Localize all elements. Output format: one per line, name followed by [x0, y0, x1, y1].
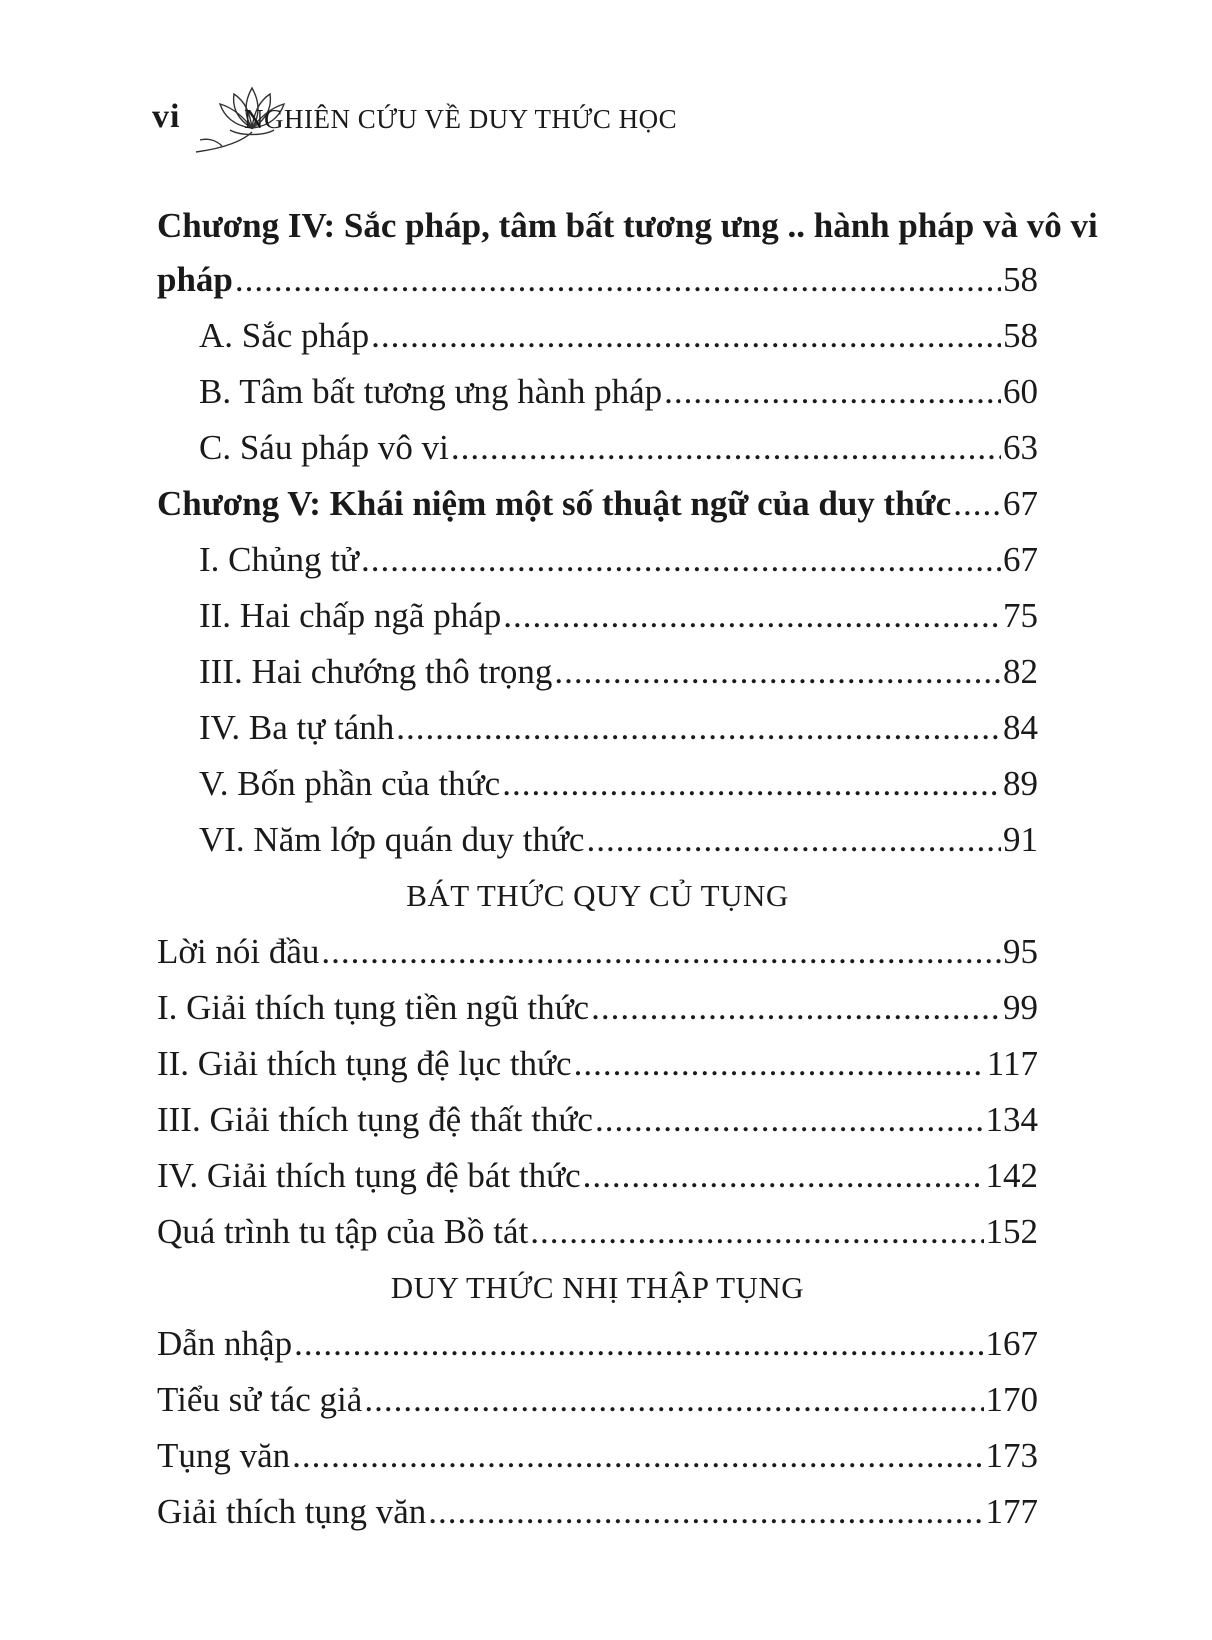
- toc-entry-title: I. Chủng tử: [199, 540, 359, 579]
- toc-entry-chapter-4[interactable]: [157, 252, 1038, 308]
- toc-entry-page: 60: [1003, 372, 1038, 411]
- toc-entry-page: 63: [1003, 428, 1038, 467]
- section-heading: BÁT THỨC QUY CỦ TỤNG: [406, 878, 789, 913]
- dot-leader: [586, 812, 1001, 868]
- toc-entry-page: 75: [1003, 596, 1038, 635]
- toc-entry-page: 99: [1003, 988, 1038, 1027]
- toc-entry-page: 177: [985, 1492, 1038, 1531]
- toc-entry[interactable]: [157, 1428, 1038, 1484]
- toc-entry[interactable]: [157, 756, 1038, 812]
- toc-entry-page: 167: [985, 1324, 1038, 1363]
- dot-leader: [664, 364, 1001, 420]
- dot-leader: [554, 644, 1001, 700]
- dot-leader: [396, 700, 1001, 756]
- dot-leader: [371, 308, 1001, 364]
- toc-entry-page: 67: [1003, 484, 1038, 523]
- dot-leader: [364, 1372, 983, 1428]
- toc-entry-title: A. Sắc pháp: [199, 316, 370, 355]
- dot-leader: [321, 924, 1001, 980]
- toc-entry-title: V. Bốn phần của thức: [199, 764, 501, 803]
- chapter-4-title: Chương IV: Sắc pháp, tâm bất tương ưng .. hành pháp và vô vi: [157, 206, 1098, 245]
- toc-entry[interactable]: [157, 364, 1038, 420]
- dot-leader: [294, 1316, 983, 1372]
- toc-entry-page: 91: [1003, 820, 1038, 859]
- toc-entry[interactable]: [157, 1204, 1038, 1260]
- dot-leader: [591, 980, 1001, 1036]
- toc-entry-page: 134: [985, 1100, 1038, 1139]
- toc-entry-title: II. Hai chấp ngã pháp: [199, 596, 502, 635]
- toc-entry-page: 58: [1003, 260, 1038, 299]
- toc-entry-title: IV. Ba tự tánh: [199, 708, 395, 747]
- toc-entry[interactable]: [157, 1316, 1038, 1372]
- toc-entry-title: Chương V: Khái niệm một số thuật ngữ của duy thức: [157, 484, 952, 523]
- toc-entry[interactable]: [157, 812, 1038, 868]
- toc-entry[interactable]: [157, 1484, 1038, 1540]
- dot-leader: [502, 756, 1001, 812]
- toc-entry[interactable]: [157, 644, 1038, 700]
- toc-entry[interactable]: [157, 700, 1038, 756]
- toc-entry[interactable]: [157, 588, 1038, 644]
- dot-leader: [530, 1204, 983, 1260]
- toc-entry-title: Giải thích tụng văn: [157, 1492, 427, 1531]
- toc-entry-title: VI. Năm lớp quán duy thức: [199, 820, 585, 859]
- toc-entry-page: 67: [1003, 540, 1038, 579]
- toc-entry[interactable]: [157, 980, 1038, 1036]
- toc-entry-title: B. Tâm bất tương ưng hành pháp: [199, 372, 663, 411]
- toc-entry-page: 89: [1003, 764, 1038, 803]
- page-header: [152, 88, 852, 158]
- dot-leader: [503, 588, 1001, 644]
- page-number: vi: [152, 98, 181, 135]
- toc-entry[interactable]: [157, 1092, 1038, 1148]
- toc-entry-title: pháp: [157, 260, 233, 299]
- toc-entry-page: 58: [1003, 316, 1038, 355]
- toc-entry-page: 95: [1003, 932, 1038, 971]
- section-heading: DUY THỨC NHỊ THẬP TỤNG: [390, 1270, 805, 1305]
- toc-entry-title: Tụng văn: [157, 1436, 291, 1475]
- toc-entry[interactable]: [157, 308, 1038, 364]
- table-of-contents: [157, 200, 1098, 1540]
- toc-entry[interactable]: [157, 924, 1038, 980]
- toc-entry[interactable]: [157, 1036, 1038, 1092]
- toc-entry-page: 173: [985, 1436, 1038, 1475]
- toc-entry-page: 82: [1003, 652, 1038, 691]
- toc-entry-page: 170: [985, 1380, 1038, 1419]
- toc-entry[interactable]: [157, 1148, 1038, 1204]
- toc-entry-page: 152: [985, 1212, 1038, 1251]
- toc-entry-page: 117: [986, 1044, 1038, 1083]
- dot-leader: [595, 1092, 984, 1148]
- toc-entry-title: II. Giải thích tụng đệ lục thức: [157, 1044, 572, 1083]
- dot-leader: [953, 476, 1001, 532]
- toc-entry-title: Dẫn nhập: [157, 1324, 293, 1363]
- toc-entry[interactable]: [157, 1372, 1038, 1428]
- toc-entry-page: 142: [985, 1156, 1038, 1195]
- dot-leader: [574, 1036, 985, 1092]
- toc-entry-title: C. Sáu pháp vô vi: [199, 428, 449, 467]
- dot-leader: [361, 532, 1001, 588]
- toc-entry-chapter-5[interactable]: [157, 476, 1038, 532]
- toc-entry-title: Lời nói đầu: [157, 932, 320, 971]
- toc-entry-title: III. Giải thích tụng đệ thất thức: [157, 1100, 593, 1139]
- toc-entry[interactable]: [157, 420, 1038, 476]
- dot-leader: [235, 252, 1001, 308]
- dot-leader: [583, 1148, 984, 1204]
- toc-entry-title: Quá trình tu tập của Bồ tát: [157, 1212, 529, 1251]
- toc-entry-title: IV. Giải thích tụng đệ bát thức: [157, 1156, 581, 1195]
- toc-entry-title: III. Hai chướng thô trọng: [199, 652, 553, 691]
- dot-leader: [292, 1428, 983, 1484]
- running-title: NGHIÊN CỨU VỀ DUY THỨC HỌC: [244, 104, 678, 134]
- toc-entry-title: Tiểu sử tác giả: [157, 1380, 363, 1419]
- toc-entry-page: 84: [1003, 708, 1038, 747]
- dot-leader: [451, 420, 1001, 476]
- dot-leader: [428, 1484, 983, 1540]
- toc-entry[interactable]: [157, 532, 1038, 588]
- toc-entry-title: I. Giải thích tụng tiền ngũ thức: [157, 988, 590, 1027]
